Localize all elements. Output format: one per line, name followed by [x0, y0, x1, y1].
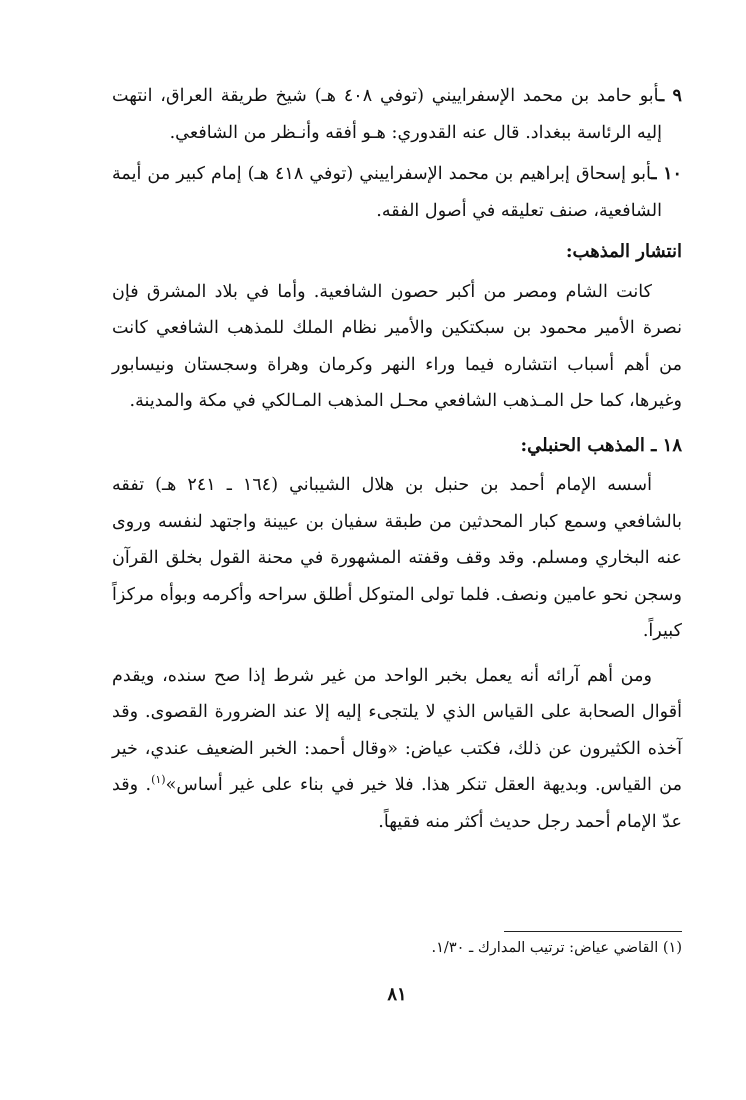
paragraph-text-end: . وقد عدّ الإمام أحمد رجل حديث أكثر منه فقيهاً. — [112, 775, 682, 832]
paragraph-hanbali-views — [112, 658, 682, 841]
paragraph-text: ومن أهم آرائه أنه يعمل بخبر الواحد من غير شرط إذا صح سنده، ويقدم أقوال الصحابة على القياس الذي لا يلتجىء إليه إلا عند الضرورة القصوى. وقد آخذه الكثيرون عن ذلك، فكتب عياض: «وقال أحمد: الخبر الضعيف عندي، خير من القياس. وبديهة العقل تنكر هذا. فلا خير في بناء على غير أساس» — [112, 665, 682, 795]
page-number: ٨١ — [387, 984, 407, 1005]
item-text: أبو حامد بن محمد الإسفراييني (توفي ٤٠٨ هـ) شيخ طريقة العراق، انتهت إليه الرئاسة ببغداد. قال عنه القدوري: هـو أفقه وأنـظر من الشافعي. — [112, 86, 662, 143]
item-number: ٩ ـ — [659, 85, 682, 106]
paragraph-hanbali-founder: أسسه الإمام أحمد بن حنبل بن هلال الشيباني (١٦٤ ـ ٢٤١ هـ) تفقه بالشافعي وسمع كبار المحدثين من طبقة سفيان بن عيينة واجتهد لنفسه وروى عنه البخاري ومسلم. وقد وقف وقفته المشهورة في محنة القول بخلق القرآن وسجن نحو عامين ونصف. فلما تولى المتوكل أطلق سراحه وأكرمه وبوأه مركزاً كبيراً. — [112, 475, 682, 641]
footnote-divider — [504, 931, 682, 932]
book-page — [112, 78, 682, 1038]
footnote-reference: (١) — [151, 773, 166, 787]
list-item-abu-hamid — [112, 78, 682, 151]
section-heading-spread: انتشار المذهب: — [565, 241, 682, 262]
footnote: (١) القاضي عياض: ترتيب المدارك ـ ١/٣٠. — [431, 940, 682, 956]
paragraph-spread: كانت الشام ومصر من أكبر حصون الشافعية. وأما في بلاد المشرق فإن نصرة الأمير محمود بن سبكتكين والأمير نظام الملك للمذهب الشافعي كانت من أهم أسباب انتشاره فيما وراء النهر وكرمان وهراة وسجستان ونيسابور وغيرها، كما حل المـذهب الشافعي محـل المذهب المـالكي في مكة والمدينة. — [112, 281, 682, 411]
item-text: أبو إسحاق إبراهيم بن محمد الإسفراييني (توفي ٤١٨ هـ) إمام كبير من أيمة الشافعية، صنف تعليقه في أصول الفقه. — [112, 164, 662, 221]
item-number: ١٠ ـ — [651, 163, 682, 184]
list-item-abu-ishaq — [112, 156, 682, 229]
section-heading-hanbali: ١٨ ـ المذهب الحنبلي: — [520, 434, 682, 456]
